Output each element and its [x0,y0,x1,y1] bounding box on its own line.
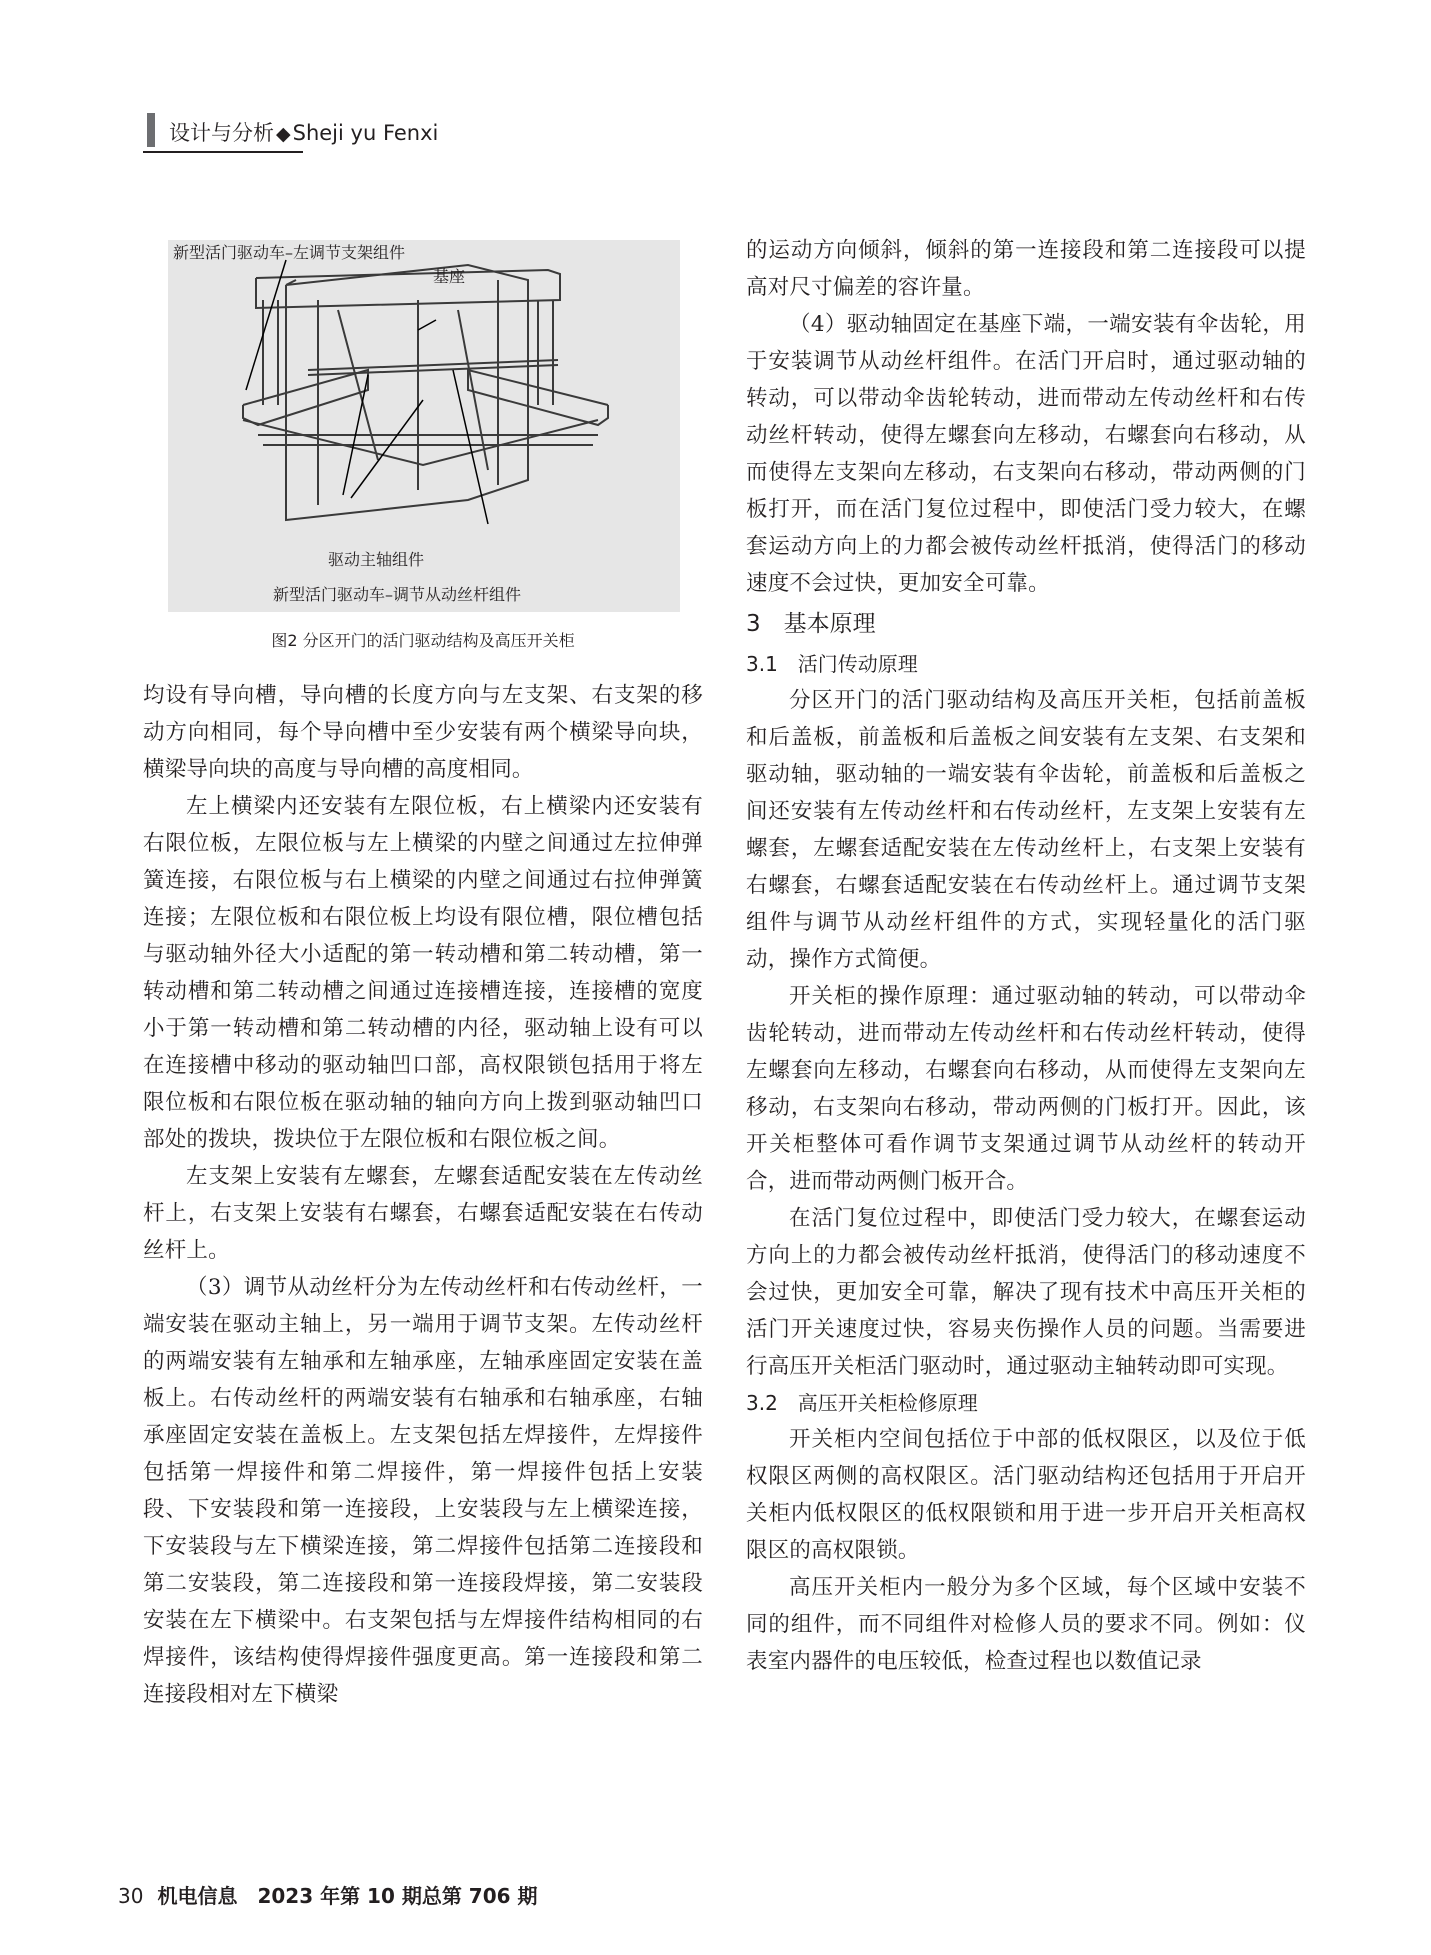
header-text [169,117,438,147]
figure-label-left-bracket: 新型活门驱动车–左调节支架组件 [173,243,406,262]
header-bar [147,113,155,147]
paragraph: 均设有导向槽，导向槽的长度方向与左支架、右支架的移动方向相同，每个导向槽中至少安装有两个横梁导向块，横梁导向块的高度与导向槽的高度相同。 [143,683,703,782]
running-header [143,113,439,153]
paragraph: （3）调节从动丝杆分为左传动丝杆和右传动丝杆，一端安装在驱动主轴上，另一端用于调节支架。左传动丝杆的两端安装有左轴承和左轴承座，左轴承座固定安装在盖板上。右传动丝杆的两端安装有右轴承和右轴承座，右轴承座固定安装在盖板上。左支架包括左焊接件，左焊接件包括第一焊接件和第二焊接件，第一焊接件包括上安装段、下安装段和第一连接段，上安装段与左上横梁连接，下安装段与左下横梁连接，第二焊接件包括第二连接段和第二安装段，第二连接段和第一连接段焊接，第二安装段安装在左下横梁中。右支架包括与左焊接件结构相同的右焊接件，该结构使得焊接件强度更高。第一连接段和第二连接段相对左下横梁 [143,1275,703,1707]
figure-label-screw: 新型活门驱动车–调节从动丝杆组件 [273,585,522,604]
right-column [746,232,1306,1680]
header-pinyin: Sheji yu Fenxi [292,121,439,145]
page-footer [118,1880,538,1909]
paragraph: 高压开关柜内一般分为多个区域，每个区域中安装不同的组件，而不同组件对检修人员的要求不同。例如：仪表室内器件的电压较低，检查过程也以数值记录 [746,1575,1306,1674]
paragraph: 开关柜内空间包括位于中部的低权限区，以及位于低权限区两侧的高权限区。活门驱动结构还包括用于开启开关柜内低权限区的低权限锁和用于进一步开启开关柜高权限区的高权限锁。 [746,1427,1306,1563]
paragraph: 分区开门的活门驱动结构及高压开关柜，包括前盖板和后盖板，前盖板和后盖板之间安装有左支架、右支架和驱动轴，驱动轴的一端安装有伞齿轮，前盖板和后盖板之间还安装有左传动丝杆和右传动丝杆，左支架上安装有左螺套，左螺套适配安装在左传动丝杆上，右支架上安装有右螺套，右螺套适配安装在右传动丝杆上。通过调节支架组件与调节从动丝杆组件的方式，实现轻量化的活门驱动，操作方式简便。 [746,688,1306,972]
paragraph: （4）驱动轴固定在基座下端，一端安装有伞齿轮，用于安装调节从动丝杆组件。在活门开启时，通过驱动轴的转动，可以带动伞齿轮转动，进而带动左传动丝杆和右传动丝杆转动，使得左螺套向左移动，右螺套向右移动，从而使得左支架向左移动，右支架向右移动，带动两侧的门板打开，而在活门复位过程中，即使活门受力较大，在螺套运动方向上的力都会被传动丝杆抵消，使得活门的移动速度不会过快，更加安全可靠。 [746,312,1306,596]
figure-2 [143,232,703,677]
paragraph: 的运动方向倾斜，倾斜的第一连接段和第二连接段可以提高对尺寸偏差的容许量。 [746,238,1306,300]
subsection-heading: 3.2 高压开关柜检修原理 [746,1391,978,1415]
page-number: 30 [118,1884,144,1908]
header-section: 设计与分析 [169,121,274,145]
paragraph: 左支架上安装有左螺套，左螺套适配安装在左传动丝杆上，右支架上安装有右螺套，右螺套适配安装在右传动丝杆上。 [143,1164,703,1263]
left-column [143,232,703,1713]
paragraph: 左上横梁内还安装有左限位板，右上横梁内还安装有右限位板，左限位板与左上横梁的内壁之间通过左拉伸弹簧连接，右限位板与右上横梁的内壁之间通过右拉伸弹簧连接；左限位板和右限位板上均设有限位槽，限位槽包括与驱动轴外径大小适配的第一转动槽和第二转动槽，第一转动槽和第二转动槽之间通过连接槽连接，连接槽的宽度小于第一转动槽和第二转动槽的内径，驱动轴上设有可以在连接槽中移动的驱动轴凹口部，高权限锁包括用于将左限位板和右限位板在驱动轴的轴向方向上拨到驱动轴凹口部处的拨块，拨块位于左限位板和右限位板之间。 [143,794,703,1152]
subsection-heading: 3.1 活门传动原理 [746,652,918,676]
figure-label-base: 基座 [433,267,466,286]
paragraph: 在活门复位过程中，即使活门受力较大，在螺套运动方向上的力都会被传动丝杆抵消，使得活门的移动速度不会过快，更加安全可靠，解决了现有技术中高压开关柜的活门开关速度过快，容易夹伤操作人员的问题。当需要进行高压开关柜活门驱动时，通过驱动主轴转动即可实现。 [746,1206,1306,1379]
figure-label-shaft: 驱动主轴组件 [328,550,425,569]
section-heading: 3 基本原理 [746,611,876,637]
journal-info: 机电信息 2023 年第 10 期总第 706 期 [157,1884,538,1908]
figure-caption: 图2 分区开门的活门驱动结构及高压开关柜 [271,631,575,650]
diamond-icon: ◆ [276,123,291,145]
paragraph: 开关柜的操作原理：通过驱动轴的转动，可以带动伞齿轮转动，进而带动左传动丝杆和右传动丝杆转动，使得左螺套向左移动，右螺套向右移动，从而使得左支架向左移动，右支架向右移动，带动两侧的门板打开。因此，该开关柜整体可看作调节支架通过调节从动丝杆的转动开合，进而带动两侧门板开合。 [746,984,1306,1194]
